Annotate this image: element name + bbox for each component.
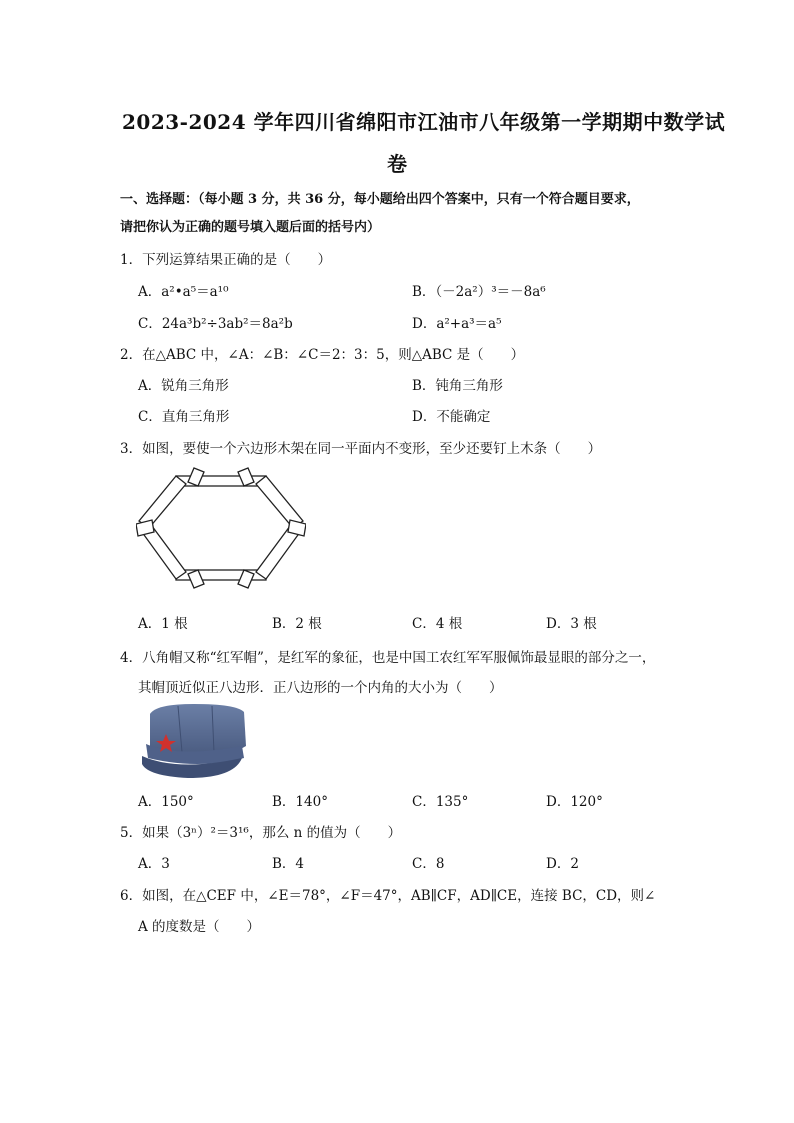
frame-bar-upper-left	[139, 476, 186, 528]
page-title-line2: 卷	[387, 152, 408, 176]
question-4-stem-line2: 其帽顶近似正八边形．正八边形的一个内角的大小为（ ）	[138, 680, 503, 696]
question-1-option-d: D．a²+a³＝a⁵	[412, 316, 502, 332]
question-4-option-a: A．150°	[138, 794, 194, 810]
question-6-stem-line2: A 的度数是（ ）	[138, 919, 261, 935]
question-5-option-c: C．8	[412, 856, 445, 872]
question-1-option-b: B．（－2a²）³＝－8a⁶	[412, 284, 546, 300]
question-4-option-d: D．120°	[546, 794, 603, 810]
page-title-line1: 2023-2024 学年四川省绵阳市江油市八年级第一学期期中数学试	[122, 110, 726, 134]
question-4-stem-line1: 4．八角帽又称“红军帽”，是红军的象征，也是中国工农红军军服佩饰最显眼的部分之一，	[120, 650, 656, 666]
question-1-option-c: C．24a³b²÷3ab²＝8a²b	[138, 316, 293, 332]
question-5-option-d: D．2	[546, 856, 579, 872]
section-heading-line1: 一、选择题：（每小题 3 分，共 36 分，每小题给出四个答案中，只有一个符合题目要求，	[120, 192, 640, 207]
question-3-option-a: A．1 根	[138, 616, 188, 632]
question-2-option-c: C．直角三角形	[138, 409, 230, 425]
question-2-option-a: A．锐角三角形	[138, 378, 229, 394]
question-2-stem: 2．在△ABC 中，∠A：∠B：∠C＝2：3：5，则△ABC 是（ ）	[120, 347, 525, 363]
question-2-option-b: B．钝角三角形	[412, 378, 503, 394]
question-3-option-b: B．2 根	[272, 616, 322, 632]
question-1-stem: 1．下列运算结果正确的是（ ）	[120, 252, 332, 268]
question-5-stem: 5．如果（3ⁿ）²＝3¹⁶，那么 n 的值为（ ）	[120, 825, 402, 841]
question-4-option-c: C．135°	[412, 794, 469, 810]
question-3-stem: 3．如图，要使一个六边形木架在同一平面内不变形，至少还要钉上木条（ ）	[120, 441, 602, 457]
question-5-option-a: A．3	[138, 856, 170, 872]
question-1-option-a: A．a²•a⁵＝a¹⁰	[138, 284, 229, 300]
question-2-option-d: D．不能确定	[412, 409, 491, 425]
question-5-option-b: B．4	[272, 856, 305, 872]
hexagon-frame-figure	[136, 466, 306, 598]
question-4-option-b: B．140°	[272, 794, 328, 810]
question-6-stem-line1: 6．如图，在△CEF 中，∠E＝78°，∠F＝47°，AB∥CF，AD∥CE，连接 BC，CD，则∠	[120, 888, 656, 904]
section-heading-line2: 请把你认为正确的题号填入题后面的括号内）	[120, 220, 381, 235]
question-3-option-d: D．3 根	[546, 616, 597, 632]
frame-bar-upper-right	[256, 476, 303, 528]
red-army-cap-image	[138, 700, 250, 780]
question-3-option-c: C．4 根	[412, 616, 463, 632]
